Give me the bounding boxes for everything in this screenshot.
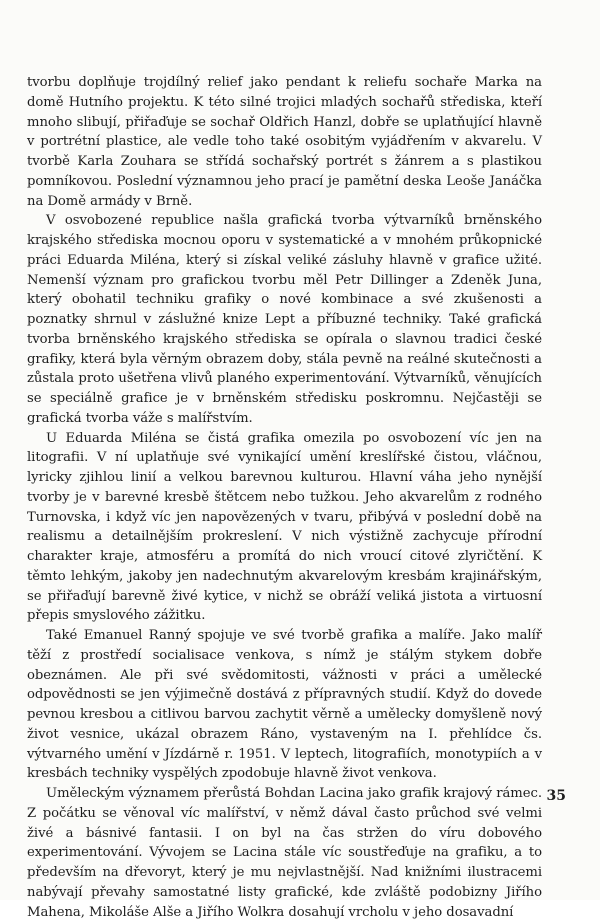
body-text [27,73,542,922]
paragraph-continuation: tvorbu doplňuje trojdílný relief jako pendant k reliefu sochaře Marka na domě Hutního projektu. K této silné trojici mladých sochařů střediska, kteří mnoho slibují, přiřaďuje se sochař Oldřich Hanzl, dobře se uplatňující hlavně v portrétní plastice, ale vedle toho také osobitým vyjádřením v akvarelu. V tvorbě Karla Zouhara se střídá sochařský portrét s žánrem a s plastikou pomníkovou. Poslední významnou jeho prací je pamětní deska Leoše Janáčka na Domě armády v Brně. [27,75,542,209]
page-number: 35 [546,788,566,804]
paragraph: V osvobozené republice našla grafická tvorba výtvarníků brněnského krajského střediska mocnou oporu v systematické a v mnohém průkopnické práci Eduarda Miléna, který si získal veliké zásluhy hlavně v grafice užité. Nemenší význam pro grafickou tvorbu měl Petr Dillinger a Zdeněk Juna, který obohatil techniku grafiky o nové kombinace a své zkušenosti a poznatky shrnul v záslužné knize Lept a příbuzné techniky. Také grafická tvorba brněnského krajského střediska se opírala o slavnou tradici české grafiky, která byla věrným obrazem doby, stála pevně na reálné skutečnosti a zůstala proto ušetřena vlivů planého experimentování. Výtvarníků, věnujících se speciálně grafice je v brněnském středisku poskromnu. Nejčastěji se grafická tvorba váže s malířstvím. [27,213,542,426]
paragraph: U Eduarda Miléna se čistá grafika omezila po osvobození víc jen na litografii. V ní uplatňuje své vynikající umění kreslířské čistou, vláčnou, lyricky zjihlou linií a velkou barevnou kulturou. Hlavní váha jeho nynější tvorby je v barevné kresbě štětcem nebo tužkou. Jeho akvarelům z rodného Turnovska, i když víc jen napovězených v tvaru, přibývá v poslední době na realismu a detailnějším prokreslení. V nich výstižně zachycuje přírodní charakter kraje, atmosféru a promítá do nich vroucí citové zlyričtění. K těmto lehkým, jakoby jen nadechnutým akvarelovým kresbám krajinářským, se přiřaďují barevně živé kytice, v nichž se obráží veliká jistota a virtuosní přepis smyslového zážitku. [27,430,542,624]
paragraph: Uměleckým významem přerůstá Bohdan Lacina jako grafik krajový rámec. Z počátku se věnoval víc malířství, v němž dával často průchod své velmi živé a básnivé fantasii. I on byl na čas stržen do víru dobového experimentování. Vývojem se Lacina stále víc soustřeďuje na grafiku, a to především na dřevoryt, který je mu nejvlastnější. Nad knižními ilustracemi nabývají převahy samostatné listy grafické, kde zvláště podobizny Jiřího Mahena, Mikoláše Alše a Jiřího Wolkra dosahují vrcholu v jeho dosavadní [27,786,542,920]
paragraph: Také Emanuel Ranný spojuje ve své tvorbě grafika a malíře. Jako malíř těží z prostředí socialisace venkova, s nímž je stálým stykem dobře obeznámen. Ale při své svědomitosti, vážnosti v práci a umělecké odpovědnosti se jen výjimečně dostává z přípravných studií. Když do dovede pevnou kresbou a citlivou barvou zachytit věrně a umělecky domyšleně nový život vesnice, ukázal obrazem Ráno, vystaveným na I. přehlídce čs. výtvarného umění v Jízdárně r. 1951. V leptech, litografiích, monotypiích a v kresbách techniky vyspělých zpodobuje hlavně život venkova. [27,628,542,782]
